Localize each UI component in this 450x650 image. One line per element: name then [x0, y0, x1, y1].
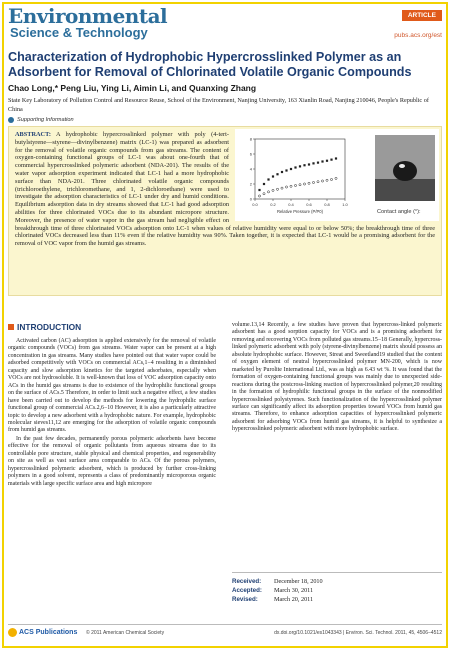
supporting-info-icon — [8, 117, 14, 123]
abstract-text — [15, 131, 435, 248]
supporting-info-label: Supporting Information — [17, 117, 74, 123]
abstract-body: A hydrophobic hypercrosslinked polymer with poly (4-tert-butylstyrene—styrene—divinylbenzene) matrix (LC-1) was prepared as adsorbent for the removal of volatile organic compounds from gas streams. The content of oxygen-containing functional groups of LC-1 was about one-fourth that of commercial hypercrosslinked polymeric adsorbent (NDA-201). The results of the water vapor adsorption experiment indicated that LC-1 had a more hydrophobic surface than NDA-201. Three chlorinated volatile organic compounds (trichloroethylene, trichloromethane, and 1, 2-dichloroethane) were used to investigate the adsorption characteristics of LC-1 under dry and humid conditions. Equilibrium adsorption data in dry streams showed that LC-1 had good adsorption abilities for three chlorinated VOCs due to its abundant micropore structure. Moreover, the presence of water vapor in the gas stream had negligible effect on breakthrough time of three chlorinated VOCs adsorption onto LC-1 when values of relative humidity were equal to or below 50%; the breakthrough time of three chlorinated VOCs decreased less than 11% even if the relative humidity was 90%. Taken together, it is expected that LC-1 would be a promising adsorbent for the removal of VOC vapor from the humid gas streams. — [15, 131, 435, 248]
author-list[interactable]: Chao Long,* Peng Liu, Ying Li, Aimin Li, and Quanxing Zhang — [8, 83, 257, 93]
journal-url-link[interactable]: pubs.acs.org/est — [394, 32, 442, 39]
y-tick-label: 0 — [249, 196, 252, 202]
x-tick-label: 0.8 — [324, 202, 330, 207]
abstract-label: ABSTRACT: — [15, 131, 51, 138]
introduction-heading-text: INTRODUCTION — [17, 322, 82, 332]
y-tick-label: 6 — [249, 151, 252, 157]
x-tick-label: 0.2 — [270, 202, 276, 207]
history-row-received — [232, 577, 442, 586]
intro-paragraph: volume.13,14 Recently, a few studies have proven that hypercross-linked polymeric adsorbent has a good sorption capacity for VOCs and is a promising adsorbent for removing and recovering VOCs from polluted gas streams.15−18 Generally, hypercross-linked polymeric adsorbent with poly (styrene-divinylbenzene) matrix should possess an absolute hydrophobic surface. However, Streat and Sweetland19 studied that the content of oxygen element of neutral hypercrosslinked polymer MN-200, which is now marketed by Purolite International Ltd., was as high as 6.43 wt %. It was found that the formation of oxygen-containing functional groups was mainly due to unexpected side-reactions during the postcross-linking reaction of hypercrosslinked polymer,20 resulting in the formation of hydrophilic functional groups in the surface of the nonmodified hypercrosslinked polystyrenes. Such functionalization of the hypercrosslinked polymer surface can significantly affect its adsorption properties toward VOCs from humid gas streams. Therefore, to enhance adsorption capacities of hypercrosslinked polymeric adsorbent for adsorbing VOCs from humid gas streams, it is helpful to synthesize a hypercrosslinked polymeric adsorbent with more hydrophobic surface. — [232, 322, 442, 433]
journal-name-line2: Science & Technology — [10, 25, 148, 40]
y-tick-label: 4 — [249, 166, 252, 172]
supporting-information-link[interactable] — [8, 117, 74, 123]
history-label: Revised: — [232, 596, 258, 603]
history-row-accepted — [232, 586, 442, 595]
intro-left-column — [8, 338, 216, 489]
introduction-heading — [8, 322, 81, 332]
article-type-badge: ARTICLE — [402, 10, 442, 21]
history-label: Received: — [232, 578, 262, 585]
copyright-notice: © 2011 American Chemical Society — [86, 630, 165, 636]
journal-logo[interactable] — [8, 4, 168, 42]
acs-publications-logo[interactable] — [8, 628, 77, 637]
intro-paragraph: Activated carbon (AC) adsorption is applied extensively for the removal of volatile organic compounds (VOCs) from gas streams. Water vapor can be present at a high concentration in gas streams. Many studies have pointed out that water vapor could be adsorbed competitively with VOCs on commercial ACs,1−4 resulting in a diminished capacity and slow adsorption kinetics for the targeted adsorbates, especially when VOCs are not hydrosoluble. It is well-known that loss of VOC adsorption capacity onto ACs in the humid gas streams is due to existence of the hydrophilic functional groups on the surface of ACs.5 Therefore, in order to limit such a negative effect, a few studies have been carried out to develop the methods for lowering the hydrophilic surface functional group of commercial ACs.2,6−10 However, it is also a particularly attractive topic to develop a new adsorbent with a hydrophobic nature. For example, hydrophobic molecular sieves11,12 are emerging for the adsorption of volatile organic compounds from humid gas streams. — [8, 338, 216, 434]
x-tick-label: 0.4 — [288, 202, 294, 207]
history-value: March 20, 2011 — [274, 596, 314, 603]
figure-float-spacer — [229, 131, 435, 223]
article-history — [232, 572, 442, 604]
author-affiliation: State Key Laboratory of Pollution Control and Resource Reuse, School of the Environment, Nanjing University, 163 Xianlin Road, Nanjing 210046, People's Republic of China — [8, 97, 429, 113]
publisher-name: ACS Publications — [19, 629, 78, 636]
doi-citation-link[interactable]: dx.doi.org/10.1021/es1043343 | Environ. Sci. Technol. 2011, 45, 4506–4512 — [274, 630, 442, 636]
y-tick-label: 2 — [249, 181, 252, 187]
journal-name-line1: Environmental — [8, 4, 168, 28]
article-title: Characterization of Hydrophobic Hypercrosslinked Polymer as an Adsorbent for Removal of Chlorinated Volatile Organic Compounds — [8, 50, 412, 79]
contact-angle-label: Contact angle (°): — [377, 209, 421, 215]
history-row-revised — [232, 595, 442, 604]
history-value: December 18, 2010 — [274, 578, 323, 585]
history-label: Accepted: — [232, 587, 262, 594]
x-axis-label: Relative Pressure (P/P0) — [276, 209, 324, 214]
journal-header — [8, 6, 442, 46]
y-tick-label: 8 — [249, 136, 252, 142]
x-tick-label: 0.6 — [306, 202, 312, 207]
page-footer — [8, 624, 442, 638]
x-tick-label: 0.0 — [252, 202, 258, 207]
x-tick-label: 1.0 — [342, 202, 348, 207]
section-bullet-icon — [8, 324, 14, 330]
acs-logo-icon — [8, 628, 17, 637]
history-value: March 30, 2011 — [274, 587, 314, 594]
abstract-box — [8, 126, 442, 296]
intro-right-column — [232, 322, 442, 435]
intro-paragraph: In the past few decades, permanently porous polymeric adsorbents have become effective for the removal of organic pollutants from aqueous streams due to its controllable pore structure, stable physical and chemical properties, and regenerability on site as well as vast surface area comparable to ACs. Of the porous polymers, hypercrosslinked polymeric adsorbent, which is produced by further cross-linking polymers in a good solvent, represents a class of predominantly microporous organic materials with large specific surface area and high micropore — [8, 435, 216, 487]
